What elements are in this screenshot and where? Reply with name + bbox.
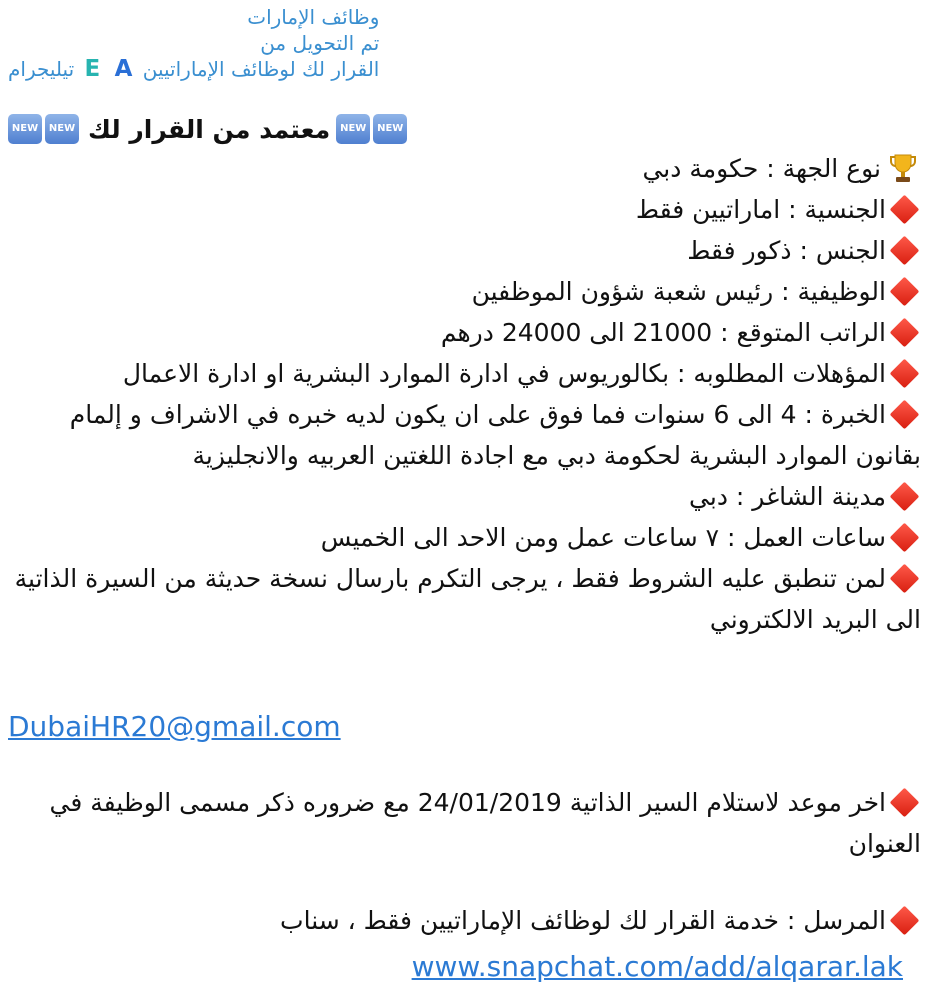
detail-apply xyxy=(9,558,921,640)
detail-job xyxy=(9,271,921,312)
headline xyxy=(8,114,410,144)
detail-experience xyxy=(9,394,921,476)
source-name[interactable]: القرار لك لوظائف الإماراتيين xyxy=(142,57,380,81)
new-badge-icon: NEW xyxy=(373,114,407,144)
snapchat-link[interactable]: www.snapchat.com/add/alqarar.lak xyxy=(411,950,903,983)
experience-text: الخبرة : 4 الى 6 سنوات فما فوق على ان يكون لديه خبره في الاشراف و إلمام بقانون الموارد البشرية لحكومة دبي مع اجادة اللغتين العربيه والانجليزية xyxy=(69,400,921,470)
red-diamond-icon xyxy=(890,523,920,553)
channel-name[interactable]: وظائف الإمارات xyxy=(247,5,380,29)
platform-name: تيليجرام xyxy=(8,57,75,81)
letter-a-icon: A xyxy=(114,56,133,82)
red-diamond-icon xyxy=(890,564,920,594)
red-diamond-icon xyxy=(890,277,920,307)
detail-qualifications xyxy=(9,353,921,394)
red-diamond-icon xyxy=(890,788,920,818)
entity-text: نوع الجهة : حكومة دبي xyxy=(642,154,881,183)
deadline-note xyxy=(21,782,921,864)
detail-city xyxy=(9,476,921,517)
hours-text: ساعات العمل : ٧ ساعات عمل ومن الاحد الى الخميس xyxy=(320,523,886,552)
red-diamond-icon xyxy=(890,195,920,225)
detail-hours xyxy=(9,517,921,558)
letter-e-icon: E xyxy=(84,56,101,82)
red-diamond-icon xyxy=(890,906,920,936)
forward-source[interactable] xyxy=(8,56,379,82)
qualifications-text: المؤهلات المطلوبه : بكالوريوس في ادارة الموارد البشرية او ادارة الاعمال xyxy=(122,359,886,388)
red-diamond-icon xyxy=(890,482,920,512)
job-details xyxy=(9,148,921,640)
detail-salary xyxy=(9,312,921,353)
forward-header[interactable] xyxy=(8,4,379,82)
new-badge-icon: NEW xyxy=(45,114,79,144)
city-text: مدينة الشاغر : دبي xyxy=(689,482,886,511)
email-link[interactable]: DubaiHR20@gmail.com xyxy=(8,710,341,743)
deadline-text: اخر موعد لاستلام السير الذاتية 24/01/2019 مع ضروره ذكر مسمى الوظيفة في العنوان xyxy=(49,788,921,858)
detail-entity xyxy=(9,148,921,189)
nationality-text: الجنسية : اماراتيين فقط xyxy=(635,195,886,224)
apply-text: لمن تنطبق عليه الشروط فقط ، يرجى التكرم بارسال نسخة حديثة من السيرة الذاتية الى البريد الالكتروني xyxy=(14,564,921,634)
salary-text: الراتب المتوقع : 21000 الى 24000 درهم xyxy=(440,318,886,347)
red-diamond-icon xyxy=(890,318,920,348)
red-diamond-icon xyxy=(890,400,920,430)
gender-text: الجنس : ذكور فقط xyxy=(687,236,886,265)
trophy-icon xyxy=(889,153,917,183)
sender-note xyxy=(121,900,921,941)
job-text: الوظيفية : رئيس شعبة شؤون الموظفين xyxy=(471,277,886,306)
forwarded-from-label: تم التحويل من xyxy=(260,31,380,55)
red-diamond-icon xyxy=(890,236,920,266)
new-badge-icon: NEW xyxy=(8,114,42,144)
detail-nationality xyxy=(9,189,921,230)
new-badge-icon: NEW xyxy=(336,114,370,144)
headline-text: معتمد من القرار لك xyxy=(88,114,331,144)
red-diamond-icon xyxy=(890,359,920,389)
sender-text: المرسل : خدمة القرار لك لوظائف الإماراتيين فقط ، سناب xyxy=(280,906,886,935)
detail-gender xyxy=(9,230,921,271)
